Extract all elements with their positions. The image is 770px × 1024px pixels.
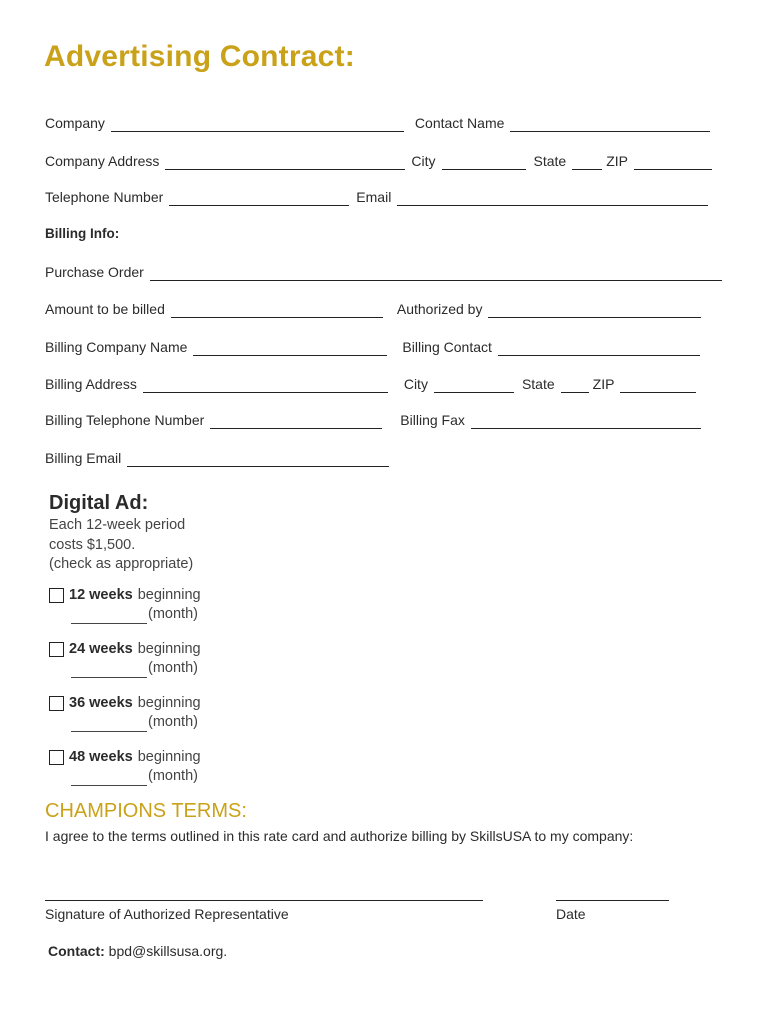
month-field[interactable]	[71, 610, 147, 624]
billing-state-field[interactable]	[561, 380, 589, 393]
checkbox-12-weeks[interactable]	[49, 588, 64, 603]
billing-zip-field[interactable]	[620, 380, 696, 393]
row-amount	[45, 298, 701, 318]
date-label: Date	[556, 906, 586, 922]
row-company-address	[45, 150, 712, 170]
billing-email-field[interactable]	[127, 454, 389, 467]
option-month-text: (month)	[148, 768, 198, 784]
champions-terms-heading: CHAMPIONS TERMS:	[45, 800, 247, 822]
amount-billed-field[interactable]	[171, 305, 383, 318]
city-label: City	[411, 153, 436, 169]
zip-field[interactable]	[634, 157, 712, 170]
billing-company-name-field[interactable]	[193, 343, 387, 356]
digital-desc-line-2: costs $1,500.	[49, 536, 136, 553]
amount-billed-label: Amount to be billed	[45, 301, 165, 317]
option-24-weeks	[49, 640, 269, 678]
month-field[interactable]	[71, 718, 147, 732]
row-company	[45, 112, 710, 132]
billing-address-field[interactable]	[143, 380, 388, 393]
billing-city-label: City	[403, 376, 428, 392]
option-beginning-text: beginning	[137, 641, 201, 657]
champions-terms-text: I agree to the terms outlined in this rate card and authorize billing by SkillsUSA to my company:	[45, 828, 634, 844]
option-weeks-label: 12 weeks	[69, 587, 133, 603]
option-month-text: (month)	[148, 714, 198, 730]
digital-ad-description	[49, 516, 249, 575]
billing-telephone-label: Billing Telephone Number	[45, 412, 205, 428]
state-field[interactable]	[572, 157, 602, 170]
contact-name-field[interactable]	[510, 119, 710, 132]
month-field[interactable]	[71, 664, 147, 678]
billing-zip-label: ZIP	[592, 376, 615, 392]
option-weeks-label: 48 weeks	[69, 749, 133, 765]
telephone-field[interactable]	[169, 193, 349, 206]
purchase-order-label: Purchase Order	[45, 264, 144, 280]
row-purchase-order	[45, 261, 722, 281]
billing-email-label: Billing Email	[45, 450, 122, 466]
signature-label: Signature of Authorized Representative	[45, 906, 289, 922]
digital-desc-line-3: (check as appropriate)	[49, 556, 194, 572]
authorized-by-field[interactable]	[488, 305, 701, 318]
row-billing-address	[45, 373, 696, 393]
checkbox-36-weeks[interactable]	[49, 696, 64, 711]
telephone-label: Telephone Number	[45, 189, 164, 205]
row-billing-company	[45, 336, 700, 356]
month-field[interactable]	[71, 772, 147, 786]
checkbox-24-weeks[interactable]	[49, 642, 64, 657]
contact-label: Contact:	[48, 943, 105, 959]
billing-info-heading: Billing Info:	[45, 226, 120, 241]
billing-fax-field[interactable]	[471, 416, 701, 429]
state-label: State	[533, 153, 567, 169]
row-telephone	[45, 186, 708, 206]
billing-address-label: Billing Address	[45, 376, 137, 392]
contact-line	[48, 943, 227, 959]
option-weeks-label: 36 weeks	[69, 695, 133, 711]
option-beginning-text: beginning	[137, 695, 201, 711]
option-36-weeks	[49, 694, 269, 732]
option-beginning-text: beginning	[137, 587, 201, 603]
billing-telephone-field[interactable]	[210, 416, 382, 429]
billing-city-field[interactable]	[434, 380, 514, 393]
digital-desc-line-1: Each 12-week period	[49, 517, 186, 533]
email-label: Email	[356, 189, 392, 205]
digital-ad-heading: Digital Ad:	[49, 492, 149, 514]
row-billing-email	[45, 447, 389, 467]
date-line[interactable]	[556, 900, 669, 901]
email-field[interactable]	[397, 193, 708, 206]
option-month-text: (month)	[148, 606, 198, 622]
billing-state-label: State	[521, 376, 555, 392]
contact-email[interactable]: bpd@skillsusa.org.	[108, 943, 228, 959]
checkbox-48-weeks[interactable]	[49, 750, 64, 765]
option-12-weeks	[49, 586, 269, 624]
company-field[interactable]	[111, 119, 404, 132]
option-beginning-text: beginning	[137, 749, 201, 765]
billing-fax-label: Billing Fax	[400, 412, 465, 428]
page-title: Advertising Contract:	[44, 40, 355, 73]
billing-contact-field[interactable]	[498, 343, 700, 356]
signature-line[interactable]	[45, 900, 483, 901]
company-address-field[interactable]	[165, 157, 405, 170]
city-field[interactable]	[442, 157, 526, 170]
authorized-by-label: Authorized by	[396, 301, 483, 317]
billing-company-name-label: Billing Company Name	[45, 339, 188, 355]
company-label: Company	[45, 115, 105, 131]
company-address-label: Company Address	[45, 153, 160, 169]
billing-contact-label: Billing Contact	[402, 339, 492, 355]
row-billing-telephone	[45, 409, 701, 429]
option-weeks-label: 24 weeks	[69, 641, 133, 657]
zip-label: ZIP	[606, 153, 629, 169]
option-month-text: (month)	[148, 660, 198, 676]
option-48-weeks	[49, 748, 269, 786]
purchase-order-field[interactable]	[150, 268, 722, 281]
contact-name-label: Contact Name	[414, 115, 505, 131]
